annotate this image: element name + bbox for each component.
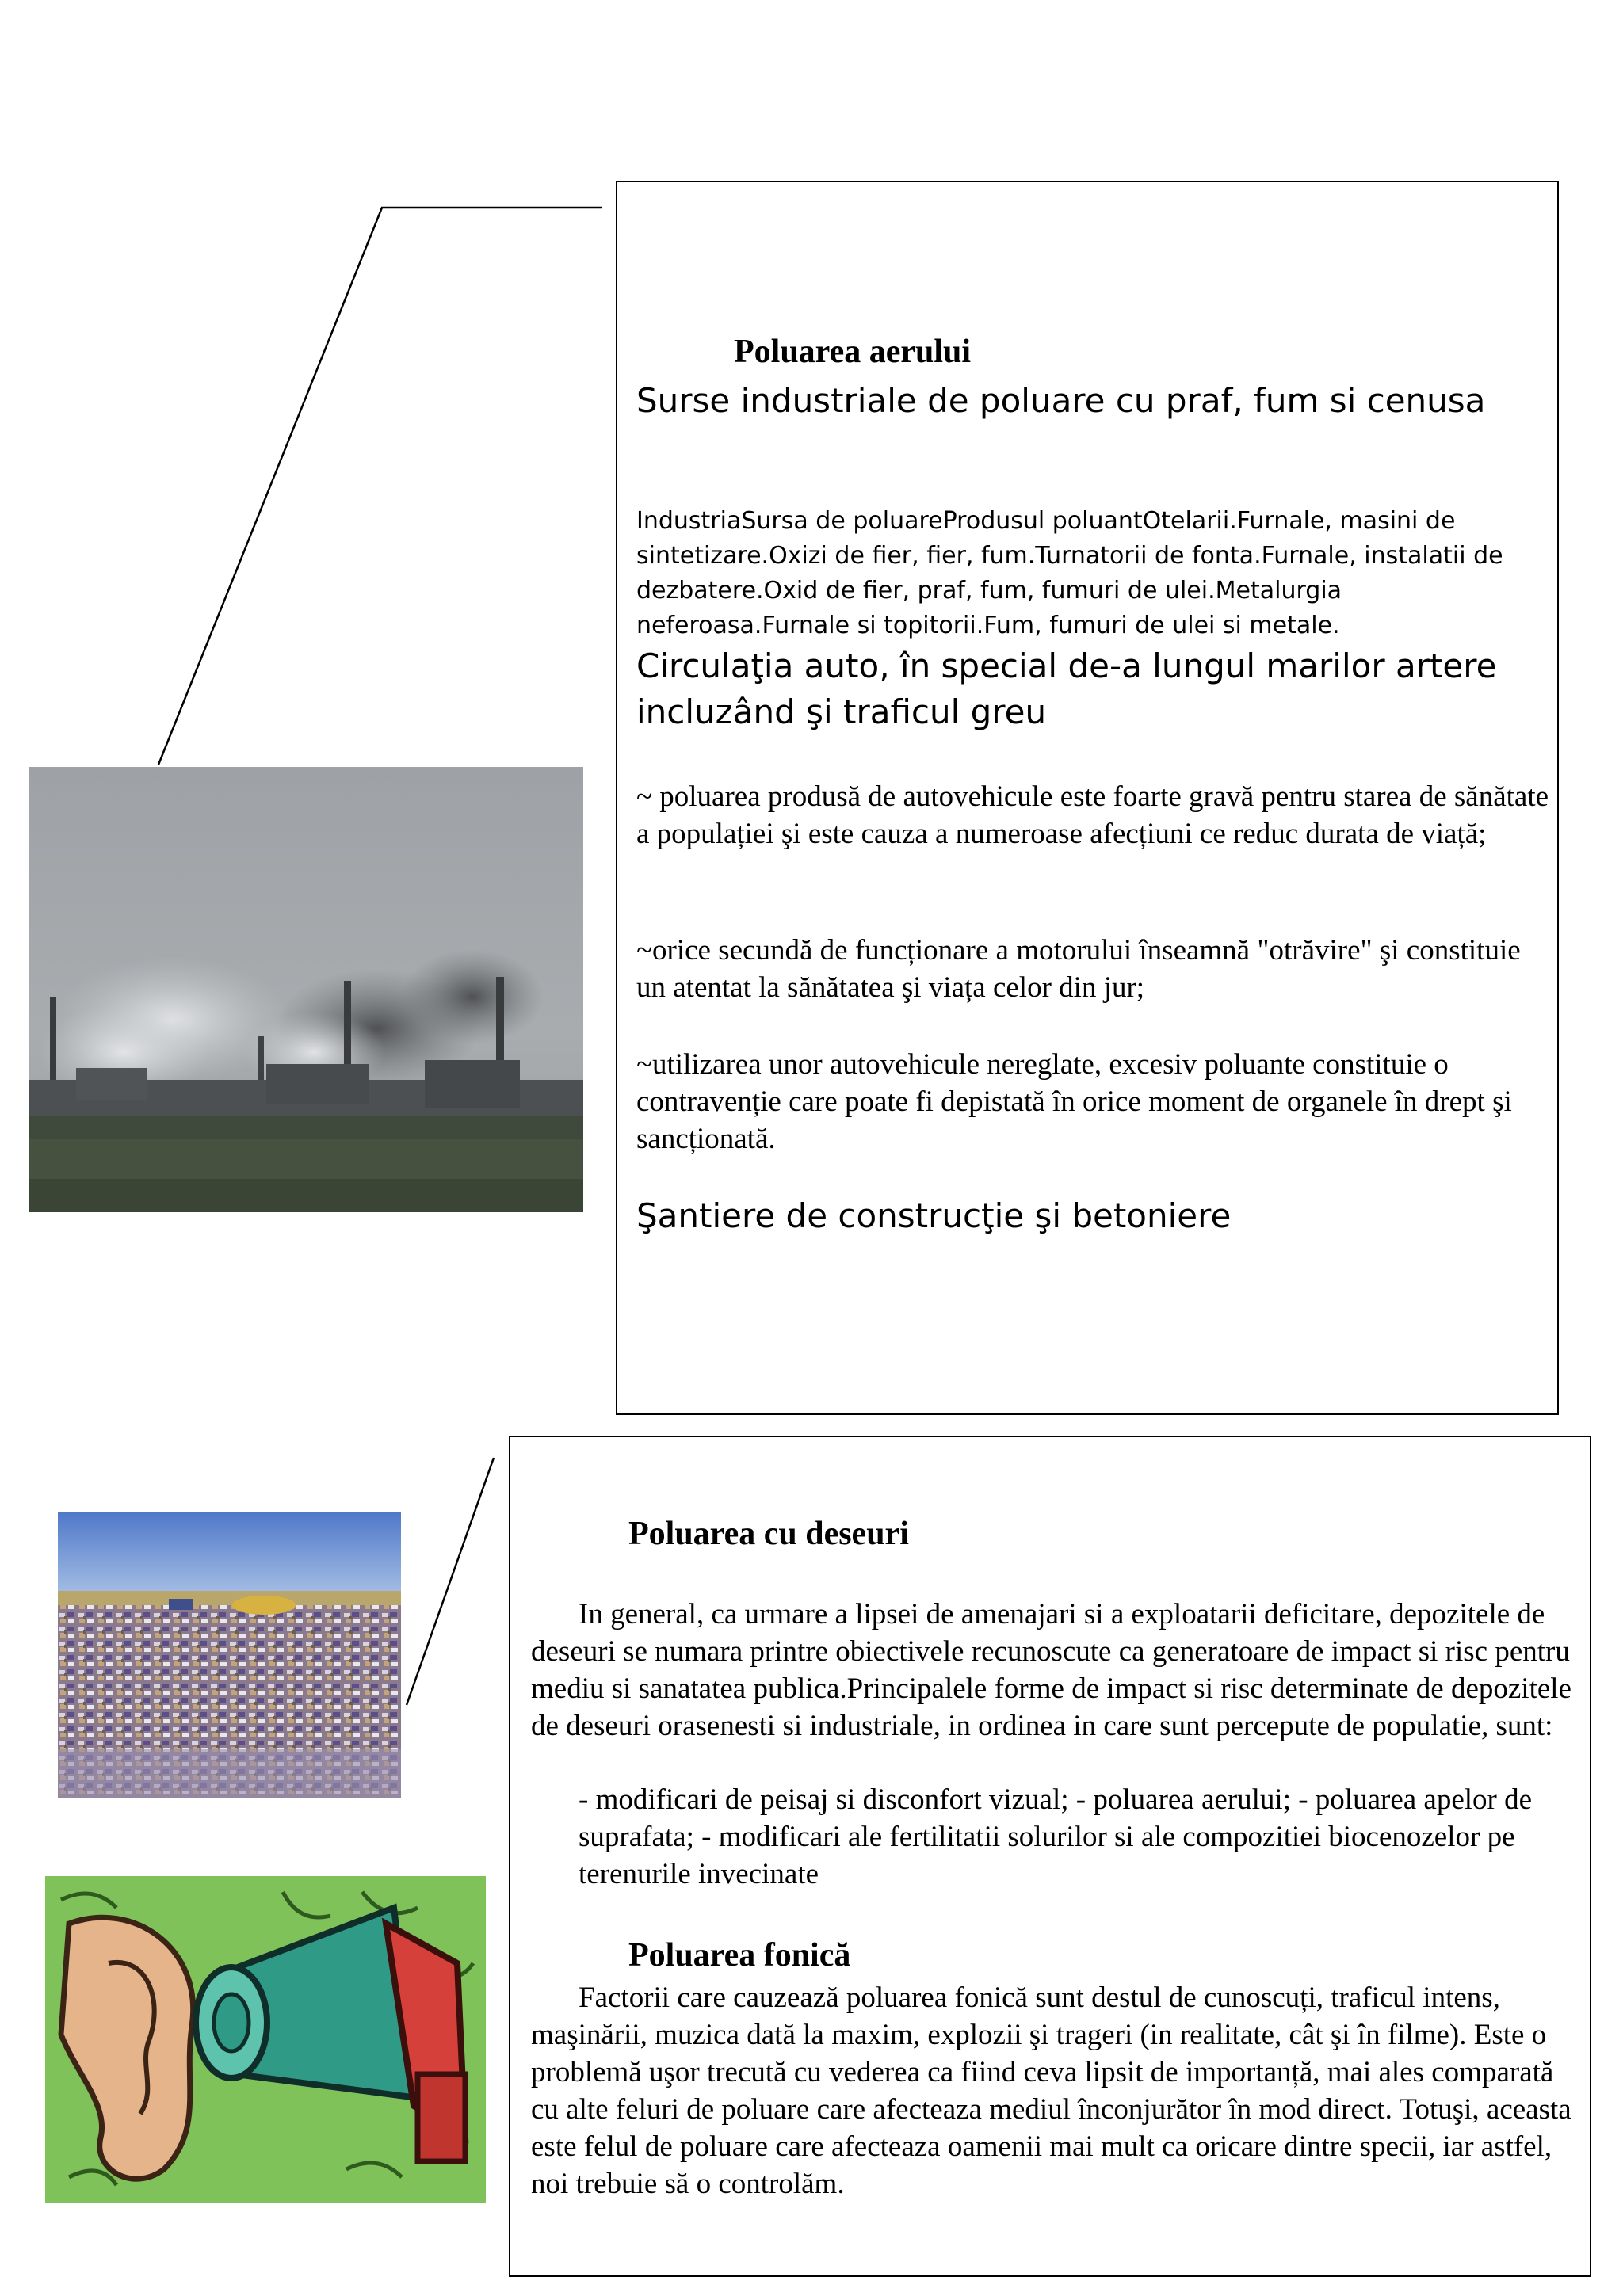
waste-title: Poluarea cu deseuri xyxy=(628,1516,909,1552)
air-title: Poluarea aerului xyxy=(734,334,972,370)
industry-table-text: IndustriaSursa de poluareProdusul poluantOtelarii.Furnale, masini de sintetizare.Oxizi de fier, fier, fum.Turnatorii de fonta.Furnale, instalatii de dezbatere.Oxid de fier, praf, fum, fumuri de ulei.Metalurgia neferoasa.Furnale si topitorii.Fum, fumuri de ulei si metale. xyxy=(636,507,1503,639)
megaphone-ear-illustration xyxy=(45,1876,486,2203)
traffic-bullet-3: ~utilizarea unor autovehicule nereglate, excesiv poluante constituie o contravenție care poate fi depistată în orice moment de organele în drept şi sancționată. xyxy=(636,1048,1512,1155)
noise-title: Poluarea fonică xyxy=(628,1937,851,1974)
waste-noise-box xyxy=(509,1436,1591,2277)
traffic-heading: Circulaţia auto, în special de-a lungul marilor artere incluzând şi traficul greu xyxy=(636,646,1497,731)
air-connector-line xyxy=(158,208,602,765)
noise-paragraph: Factorii care cauzează poluarea fonică sunt destul de cunoscuți, traficul intens, maşinării, muzica dată la maxim, explozii şi trageri (in realitate, cât şi în filme). Este o problemă uşor trecută cu vederea ca fiind ceva lipsit de importanță, mai ales comparată cu alte feluri de poluare care afecteaza mediul înconjurător în mod direct. Totuşi, aceasta este felul de poluare care afecteaza oamenii mai mult ca oricare dintre specii, iar astfel, noi trebuie să o controlăm. xyxy=(531,1981,1571,2200)
traffic-bullet-2: ~orice secundă de funcționare a motorului înseamnă "otrăvire" şi constituie un atentat la sănătatea şi viața celor din jur; xyxy=(636,934,1521,1004)
construction-heading: Şantiere de construcţie şi betoniere xyxy=(636,1196,1232,1235)
factory-smoke-photo xyxy=(29,767,583,1212)
waste-connector-line xyxy=(407,1458,494,1705)
air-subtitle: Surse industriale de poluare cu praf, fum si cenusa xyxy=(636,381,1486,420)
traffic-bullet-1: ~ poluarea produsă de autovehicule este foarte gravă pentru starea de sănătate a populației şi este cauza a numeroase afecțiuni ce reduc durata de viață; xyxy=(636,780,1549,850)
waste-paragraph: In general, ca urmare a lipsei de amenajari si a exploatarii deficitare, depozitele de deseuri se numara printre obiectivele recunoscute ca generatoare de impact si risc pentru mediu si sanatatea publica.Principalele forme de impact si risc determinate de depozitele de deseuri orasenesti si industriale, in ordinea in care sunt percepute de populatie, sunt: xyxy=(531,1598,1571,1742)
landfill-photo xyxy=(58,1512,401,1798)
air-pollution-box xyxy=(616,181,1559,1415)
waste-impact-list: - modificari de peisaj si disconfort vizual; - poluarea aerului; - poluarea apelor de suprafata; - modificari ale fertilitatii solurilor si ale compozitiei biocenozelor pe terenurile invecinate xyxy=(579,1783,1533,1890)
